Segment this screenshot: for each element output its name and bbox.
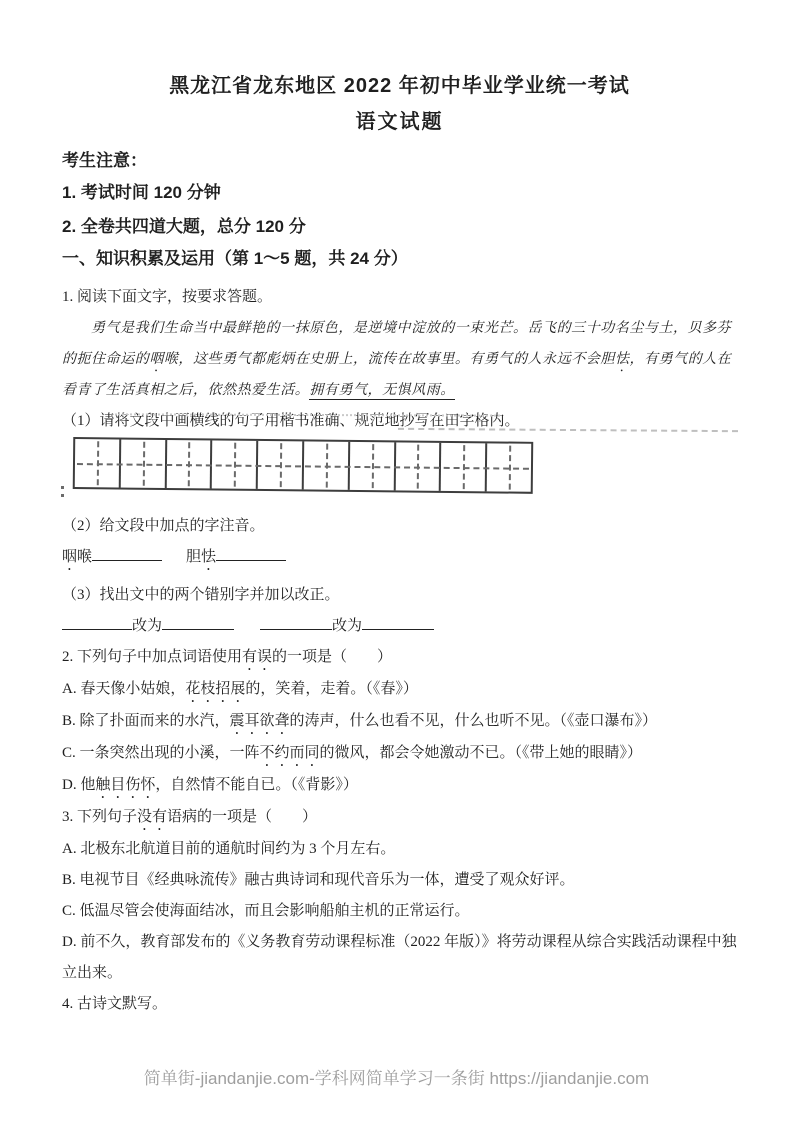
- emphasized-word: 没有: [137, 809, 168, 825]
- tianzige-cell: [395, 442, 441, 490]
- q3-stem: [62, 802, 737, 834]
- answer-blank: [62, 616, 132, 630]
- notice-item-2: 2. 全卷共四道大题，总分 120 分: [62, 217, 306, 236]
- passage-text: ，有勇气的人在: [629, 352, 732, 367]
- tianzige-cell: [304, 441, 350, 489]
- option-text: A. 春天像小姑娘，: [62, 681, 186, 697]
- stem-text: 的一项是（ ）: [272, 649, 393, 665]
- emphasized-word: 有误: [242, 649, 273, 665]
- option-text: C. 一条突然出现的小溪，一阵: [62, 745, 260, 761]
- stem-text: 语病的一项是（ ）: [167, 809, 318, 825]
- q3-option-d: D. 前不久，教育部发布的《义务教育劳动课程标准（2022 年版）》将劳动课程从综合实践活动课程中独立出来。: [62, 934, 737, 981]
- option-text: 的，笑着，走着。（《春》）: [245, 681, 418, 697]
- notice-heading: 考生注意：: [62, 151, 147, 170]
- passage-text: 的扼住命运的: [62, 352, 150, 367]
- correction-label: 改为: [132, 618, 163, 634]
- q3-option-c: C. 低温尽管会使海面结冰，而且会影响船舶主机的正常运行。: [62, 903, 470, 919]
- answer-blank: [162, 616, 234, 630]
- q1-sub3: （3）找出文中的两个错别字并加以改正。: [62, 587, 340, 603]
- tianzige-cell: [75, 439, 121, 487]
- q2-option-b: [62, 706, 737, 738]
- emphasized-word: 不约而同: [259, 745, 320, 761]
- passage-text: 看青了生活真相之后，依然热爱生活。: [62, 383, 310, 398]
- tianzige-cell: [166, 440, 212, 488]
- emphasized-char: 咽: [149, 352, 164, 367]
- q3-option-b: B. 电视节目《经典咏流传》融古典诗词和现代音乐为一体，遭受了观众好评。: [62, 872, 575, 888]
- page-subtitle: 语文试题: [355, 111, 444, 133]
- q2-stem: [62, 642, 737, 674]
- answer-blank: [216, 547, 286, 561]
- tianzige-cell: [121, 440, 167, 488]
- tianzige-cell: [350, 442, 396, 490]
- correction-label: 改为: [332, 618, 363, 634]
- q4-stem: 4. 古诗文默写。: [62, 996, 168, 1012]
- emphasized-word: 触目伤怀: [95, 777, 156, 793]
- tianzige-cell: [258, 441, 304, 489]
- pinyin-word: 喉: [77, 549, 93, 565]
- emphasized-char: 怯: [614, 352, 630, 367]
- emphasized-char: 咽: [62, 549, 78, 565]
- passage-line-1: [62, 313, 737, 344]
- q2-option-c: [62, 738, 737, 770]
- q1-sub2: （2）给文段中加点的字注音。: [62, 518, 265, 534]
- q1-stem: 1. 阅读下面文字，按要求答题。: [62, 289, 273, 305]
- q3-option-a: A. 北极东北航道目前的通航时间约为 3 个月左右。: [62, 841, 396, 857]
- tianzige-cell: [212, 440, 258, 488]
- notice-item-1: 1. 考试时间 120 分钟: [62, 183, 221, 202]
- passage-text: 喉，这些勇气都彪炳在史册上，流传在故事里。有勇气的人永远不会胆: [163, 352, 615, 367]
- page-title: 黑龙江省龙东地区 2022 年初中毕业学业统一考试: [169, 75, 630, 97]
- pinyin-word: 胆: [186, 549, 202, 565]
- tianzige-cell: [487, 443, 531, 491]
- q1-pinyin-line: [62, 542, 737, 574]
- option-text: D. 他: [62, 777, 96, 793]
- option-text: 的微风，都会令她激动不已。（《带上她的眼睛》）: [319, 745, 643, 761]
- footer-watermark: 简单街-jiandanjie.com-学科网简单学习一条街 https://jiandanjie.com: [143, 1069, 650, 1088]
- tianzige-grid: [73, 437, 534, 494]
- emphasized-char: 怯: [201, 549, 217, 565]
- tianzige-cell: [441, 443, 487, 491]
- scan-artifact-colon: [61, 486, 64, 489]
- answer-blank: [92, 547, 162, 561]
- emphasized-word: 花枝招展: [185, 681, 246, 697]
- q1-correction-line: [62, 611, 737, 642]
- q2-option-a: [62, 674, 737, 706]
- q2-option-d: [62, 770, 737, 802]
- passage-line-3: [62, 375, 737, 406]
- answer-blank: [362, 616, 434, 630]
- q1-sub1: （1）请将文段中画横线的句子用楷书准确、规范地抄写在田字格内。: [62, 413, 520, 429]
- section1-heading: 一、知识积累及运用（第 1～5 题，共 24 分）: [62, 249, 408, 268]
- underlined-sentence: 拥有勇气，无惧风雨。: [309, 383, 455, 398]
- option-text: B. 除了扑面而来的水汽，: [62, 713, 230, 729]
- stem-text: 3. 下列句子: [62, 809, 138, 825]
- passage-line-2: [62, 344, 737, 375]
- emphasized-word: 震耳欲聋: [229, 713, 290, 729]
- stem-text: 2. 下列句子中加点词语使用: [62, 649, 243, 665]
- passage-text: 勇气是我们生命当中最鲜艳的一抹原色，是逆境中淀放的一束光芒。岳飞的三十功名尘与土，贝多芬: [91, 321, 732, 336]
- q1-passage: [62, 313, 737, 406]
- option-text: 的涛声，什么也看不见，什么也听不见。（《壶口瀑布》）: [289, 713, 658, 729]
- answer-blank: [260, 616, 332, 630]
- option-text: ，自然情不能自已。（《背影》）: [155, 777, 358, 793]
